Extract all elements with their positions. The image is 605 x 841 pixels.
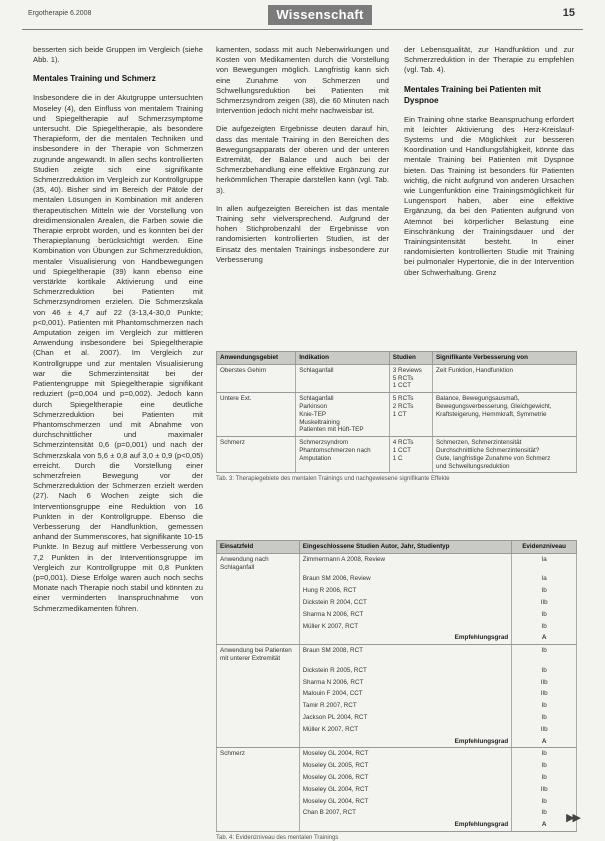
study-cell: Sharma N 2006, RCT (299, 609, 511, 621)
table-row (217, 784, 577, 796)
evidence-level-cell: Ib (512, 621, 577, 633)
column-right (404, 45, 574, 286)
section-heading: Mentales Training bei Patienten mit Dyspnoe (404, 84, 541, 105)
table-row (217, 712, 577, 724)
table-header-cell: Eingeschlossene Studien Autor, Jahr, Studientyp (299, 541, 511, 554)
table-row (217, 772, 577, 784)
evidence-level-cell: Ib (512, 609, 577, 621)
study-cell: Dickstein R 2004, CCT (299, 597, 511, 609)
study-cell: Tamir R 2007, RCT (299, 700, 511, 712)
study-cell: Braun SM 2006, Review (299, 573, 511, 585)
page-header (0, 0, 605, 40)
evidence-level-cell: Ib (512, 760, 577, 772)
journal-title: Ergotherapie 6.2008 (28, 10, 92, 17)
paragraph: kamenten, sodass mit auch Nebenwirkungen und Kosten von Medikamenten durch die Vorstellung von Bewegungen möglich. Langfristig kann sich eine Zunahme von Schmerzen und Schwellungsreduktion bei Patienten mit Schmerzsyndrom zeigen (38), die 60 Minuten nach Intervention jedoch nicht mehr nachweisbar ist. (216, 45, 389, 116)
study-cell: Zimmermann A 2008, Review (299, 553, 511, 573)
paragraph: Die aufgezeigten Ergebnisse deuten darauf hin, dass das mentale Training in den Bereichen des Bewegungsapparats der oberen und der unteren Extremität, der Balance und auch bei der Schmerzbehandlung eine effektive Ergänzung zur herkömmlichen Therapie darstellen kann (vgl. Tab. 3). (216, 124, 389, 195)
table-row (217, 807, 577, 819)
table-cell: Schmerzsyndrom Phantomschmerzen nach Amputation (296, 437, 390, 473)
evidence-level-cell: Ib (512, 807, 577, 819)
table-cell (217, 736, 300, 748)
study-cell: Braun SM 2008, RCT (299, 645, 511, 665)
table-row (217, 573, 577, 585)
table-cell: Schlaganfall (296, 364, 390, 392)
einsatzfeld-cell: Anwendung bei Patienten mit unterer Extremität (217, 645, 300, 665)
recommendation-grade: A (512, 736, 577, 748)
paragraph: besserten sich beide Gruppen im Vergleich (siehe Abb. 1). (33, 45, 203, 65)
evidence-level-cell: IIb (512, 724, 577, 736)
study-cell: Moseley GL 2005, RCT (299, 760, 511, 772)
table-row (217, 597, 577, 609)
einsatzfeld-cell (217, 796, 300, 808)
einsatzfeld-cell (217, 621, 300, 633)
einsatzfeld-cell (217, 700, 300, 712)
evidence-level-cell: IIb (512, 784, 577, 796)
einsatzfeld-cell (217, 712, 300, 724)
column-left (33, 45, 203, 622)
table-cell: 3 Reviews 5 RCTs 1 CCT (389, 364, 432, 392)
table-row (217, 645, 577, 665)
table-4 (216, 540, 577, 841)
paragraph: In allen aufgezeigten Bereichen ist das mentale Training sehr vielversprechend. Aufgrund der hohen Stichprobenzahl der Ergebnisse von randomisierten kontrollierten Studien, ist der Einsatz des mentalen Trainings insbesondere zur Verbesserung (216, 203, 389, 264)
table-caption: Tab. 3: Therapiegebiete des mentalen Trainings und nachgewiesene signifikante Effekte (216, 476, 450, 483)
table-header-cell: Indikation (296, 352, 390, 365)
einsatzfeld-cell: Anwendung nach Schlaganfall (217, 553, 300, 573)
paragraph: Insbesondere die in der Akutgruppe untersuchten Moseley (4), den Einfluss von mentalem Training und Spiegeltherapie auf Schmerzsymptome untersucht. Die Spiegeltherapie, als besondere Therapieform, der die mentalen Techniken und insbesondere in der Therapie von Schmerzen zugrunde angewandt. In allen sechs kontrollierten Studien zeigte sich eine signifikante Schmerzreduktion im Vergleich zur Kontrollgruppe (35, 40). Bisher sind im Bereich der Pätole der mentalen Lösungen in Kombination mit anderen therapeutischen Mitteln wie der Vorstellung von dreidimensionalen Arealen, die Farben sowie die Therapie erprobt worden, und es konnten bei der Therapieplanung berücksichtigt werden. Eine Kombination von Übungen zur Schmerzreduktion, mentaler Visualisierung von Handbewegungen und Spiegeltherapie (39) kann ebenso eine verstärkte kortikale Aktivierung und eine Schmerzreduktion bei Patienten mit Schmerzsyndromen erzielen. Die Schmerzskala von 46 ± 4,7 auf 22 (3-13,4-30,0 Punkte; p<0,001). Patienten mit Phantomschmerzen nach Amputation zeigen im Vergleich zur mittleren Anwendung insbesondere bei Spiegeltherapie (Chan et al. 2007). Im Vergleich zur Kontrollgruppe und zur mentalen Visualisierung war die Schmerzintensität bei der Patientengruppe mit Spiegeltherapie signifikant reduziert (p=0,004 und p=0,002). Jedoch kann durch Spiegeltherapie eine deutliche Schmerzreduktion bei Patienten mit Phantomschmerzen und mit Abnahme von durchschnittlicher und maximaler Schmerzintensität 0,6 (p=0,001) und nach der Schmerzskala von 5,6 ± 0,8 auf 3,0 ± 0,9 (p<0,05) erreicht. Durch die Vorstellung einer schmerzfreien Bewegung vor der Schmerzreduktion der Schmerzen erzielt werden (27). Nach 6 Wochen zeigte sich die Interventionsgruppe eine Reduktion von 16 Punkten in der Kontrollgruppe. Ebenso die Verbesserung der Handfunktion, gemessen anhand der Summenscores, hat signifikante 10-15 Punkte. In Bezug auf mittlere Verbesserung von 7,2 Punkten in der Interventionsgruppe im Vergleich zur Kontrollgruppe mit 0,8 Punkten (p=0,001). Diese Erfolge waren auch noch sechs Monate nach Therapie noch stabil und könnten zu einer verminderten Inanspruchnahme von Schmerzmedikamenten führen. (33, 93, 203, 613)
study-cell: Hung R 2006, RCT (299, 585, 511, 597)
recommendation-row (217, 736, 577, 748)
table-cell: Schlaganfall Parkinson Knie-TEP Muskeltraining Patienten mit Hüft-TEP (296, 393, 390, 437)
evidence-level-cell: Ia (512, 553, 577, 573)
study-cell: Dickstein R 2005, RCT (299, 665, 511, 677)
evidence-level-cell: Ib (512, 585, 577, 597)
table-row (217, 700, 577, 712)
table-row (217, 665, 577, 677)
einsatzfeld-cell (217, 665, 300, 677)
table-3 (216, 351, 577, 482)
table-row (217, 724, 577, 736)
evidence-level-cell: Ib (512, 748, 577, 760)
recommendation-label: Empfehlungsgrad (299, 736, 511, 748)
table-row (217, 796, 577, 808)
einsatzfeld-cell (217, 597, 300, 609)
evidence-level-cell: Ib (512, 700, 577, 712)
table-cell: Oberstes Gehirn (217, 364, 296, 392)
table-cell (217, 819, 300, 831)
table-cell: Schmerzen, Schmerzintensität Durchschnittliche Schmerzintensität? Gute, langfristige Zunahme von Schmerz und Schwellungsreduktion (432, 437, 576, 473)
study-cell: Malouin F 2004, CCT (299, 688, 511, 700)
table-row (217, 609, 577, 621)
study-cell: Sharma N 2006, RCT (299, 677, 511, 689)
study-cell: Moseley GL 2004, RCT (299, 748, 511, 760)
table-header-cell: Evidenzniveau (512, 541, 577, 554)
evidence-level-cell: Ia (512, 573, 577, 585)
page-number: 15 (562, 7, 575, 19)
table-cell: Untere Ext. (217, 393, 296, 437)
paragraph: der Lebensqualität, zur Handfunktion und zur Schmerzreduktion in der Therapie zu empfehlen (vgl. Tab. 4). (404, 45, 574, 75)
table-row (217, 688, 577, 700)
paragraph: Ein Training ohne starke Beanspruchung erfordert mit leichter Aktivierung des Herz-Kreislauf-Systems und die Möglichkeit zur besseren Koordination und Handlungsfähigkeit, könnte das mentale Training bei Patienten mit Dyspnoe bieten. Das Training ist besonders für Patienten wichtig, die nicht aufgrund von anderen Ursachen wie Lungenfunktion eine Trainingsmöglichkeit für Lungensport haben, aber eine effektive Ergänzung, da bei den Patienten aufgrund von Atemnot bei körperlicher Belastung eine Einschränkung der Trainingsdauer und der Trainingsintensität besteht. In einer randomisierten kontrollierten Studie mit Training bei pulmonaler Hypertonie, die in der Intervention über Schwerhaltung. Grenz (404, 114, 574, 277)
study-cell: Müller K 2007, RCT (299, 724, 511, 736)
evidence-level-cell: Ib (512, 796, 577, 808)
evidence-level-cell: IIb (512, 677, 577, 689)
evidence-level-cell: Ib (512, 712, 577, 724)
evidence-level-cell: Ib (512, 772, 577, 784)
evidence-level-cell: Ib (512, 645, 577, 665)
einsatzfeld-cell (217, 760, 300, 772)
table-header-cell: Signifikante Verbesserung von (432, 352, 576, 365)
evidence-level-cell: Ib (512, 665, 577, 677)
einsatzfeld-cell (217, 807, 300, 819)
table-caption: Tab. 4: Evidenzniveau des mentalen Trainings (216, 834, 339, 841)
study-cell: Moseley GL 2004, RCT (299, 796, 511, 808)
table-row (217, 393, 577, 437)
table-cell: 4 RCTs 1 CCT 1 C (389, 437, 432, 473)
evidence-level-cell: IIb (512, 597, 577, 609)
section-heading: Mentales Training und Schmerz (33, 74, 156, 84)
table-header-cell: Studien (389, 352, 432, 365)
study-cell: Moseley GL 2004, RCT (299, 784, 511, 796)
table-row (217, 748, 577, 760)
recommendation-row (217, 819, 577, 831)
recommendation-label: Empfehlungsgrad (299, 819, 511, 831)
table-cell: Schmerz (217, 437, 296, 473)
section-title: Wissenschaft (268, 5, 372, 25)
recommendation-row (217, 632, 577, 644)
einsatzfeld-cell (217, 784, 300, 796)
evidence-level-cell: IIb (512, 688, 577, 700)
table-row (217, 437, 577, 473)
study-cell: Moseley GL 2006, RCT (299, 772, 511, 784)
einsatzfeld-cell (217, 609, 300, 621)
table-cell (217, 632, 300, 644)
table-header-cell: Anwendungsgebiet (217, 352, 296, 365)
table-row (217, 677, 577, 689)
table-row (217, 585, 577, 597)
recommendation-grade: A (512, 819, 577, 831)
next-page-arrows-icon: ▶▶ (566, 812, 579, 824)
einsatzfeld-cell (217, 677, 300, 689)
einsatzfeld-cell (217, 772, 300, 784)
table-cell: Zeit Funktion, Handfunktion (432, 364, 576, 392)
table-row (217, 621, 577, 633)
table-header-cell: Einsatzfeld (217, 541, 300, 554)
study-cell: Chan B 2007, RCT (299, 807, 511, 819)
einsatzfeld-cell (217, 724, 300, 736)
einsatzfeld-cell (217, 688, 300, 700)
recommendation-label: Empfehlungsgrad (299, 632, 511, 644)
header-rule (22, 29, 583, 30)
table-row (217, 364, 577, 392)
recommendation-grade: A (512, 632, 577, 644)
table-cell: 5 RCTs 2 RCTs 1 CT (389, 393, 432, 437)
column-middle (216, 45, 389, 273)
study-cell: Jackson PL 2004, RCT (299, 712, 511, 724)
study-cell: Müller K 2007, RCT (299, 621, 511, 633)
einsatzfeld-cell (217, 573, 300, 585)
table-row (217, 760, 577, 772)
table-cell: Balance, Bewegungsausmaß, Bewegungsverbesserung, Gleichgewicht, Kraftsteigerung, Hemmkraft, Symmetrie (432, 393, 576, 437)
einsatzfeld-cell: Schmerz (217, 748, 300, 760)
einsatzfeld-cell (217, 585, 300, 597)
table-row (217, 553, 577, 573)
